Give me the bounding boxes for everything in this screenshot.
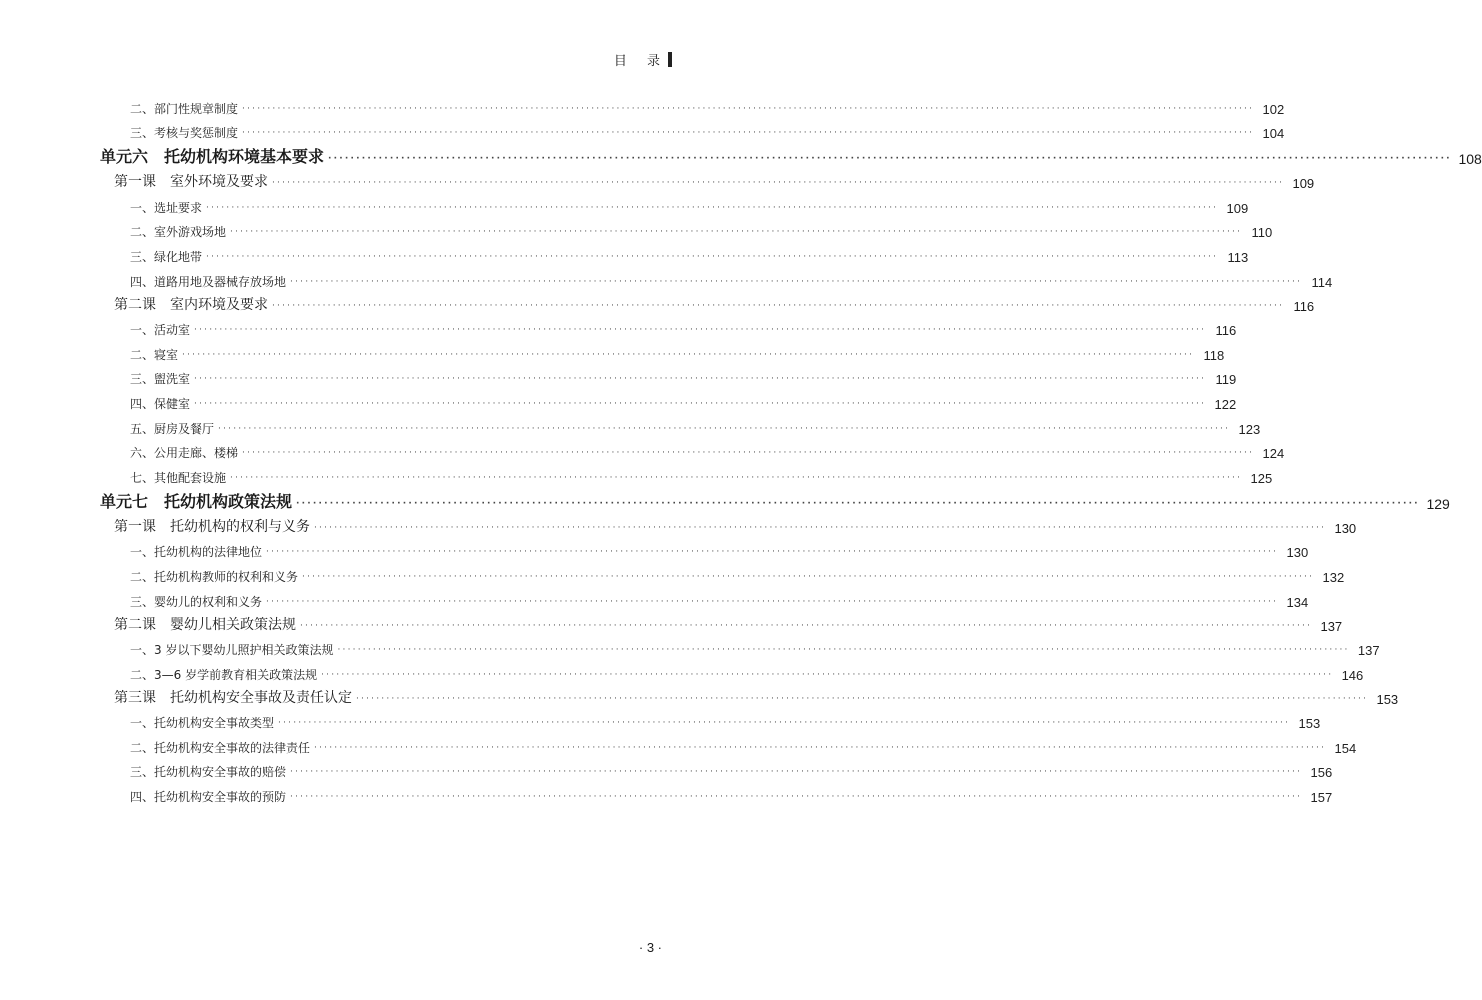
dot-leader: ········································································································································································································ — [314, 522, 1327, 533]
toc-entry-title: 三、托幼机构安全事故的赔偿 — [130, 765, 287, 780]
dot-leader: ········································································································································································································ — [230, 227, 1243, 238]
dot-leader: ········································································································································································································ — [242, 448, 1255, 459]
dot-leader: ········································································································································································································ — [194, 325, 1207, 336]
toc-entry-page: 130 — [1334, 520, 1357, 536]
toc-entry-title: 二、寝室 — [130, 347, 179, 362]
toc-entry-title: 第三课 托幼机构安全事故及责任认定 — [114, 689, 352, 706]
toc-entry-page: 110 — [1251, 225, 1273, 241]
toc-entry-title: 二、部门性规章制度 — [130, 101, 239, 116]
toc-entry-page: 123 — [1238, 421, 1261, 437]
dot-leader: ········································································································································································································ — [296, 498, 1420, 509]
toc-entry-title: 二、室外游戏场地 — [130, 225, 227, 240]
toc-entry-page: 132 — [1322, 569, 1345, 585]
toc-entry-item — [100, 265, 1333, 290]
toc-entry-lesson — [100, 167, 1315, 192]
toc-entry-item — [100, 731, 1357, 756]
toc-entry-title: 三、考核与奖惩制度 — [130, 126, 239, 141]
toc-entry-title: 二、3—6 岁学前教育相关政策法规 — [130, 667, 318, 682]
toc-entry-title: 四、托幼机构安全事故的预防 — [130, 790, 287, 805]
toc-entry-title: 一、选址要求 — [130, 200, 203, 215]
toc-entry-title: 一、托幼机构的法律地位 — [130, 545, 263, 560]
toc-entry-title: 三、盥洗室 — [130, 372, 191, 387]
toc-entry-item — [100, 92, 1285, 117]
toc-entry-page: 137 — [1320, 618, 1343, 634]
toc-entry-title: 六、公用走廊、楼梯 — [130, 446, 239, 461]
dot-leader: ········································································································································································································ — [206, 251, 1219, 262]
toc-entry-page: 119 — [1215, 372, 1237, 388]
dot-leader: ········································································································································································································ — [356, 693, 1369, 704]
toc-entry-unit — [100, 141, 1482, 168]
toc-entry-item — [100, 658, 1364, 683]
toc-entry-title: 一、活动室 — [130, 323, 191, 338]
dot-leader: ········································································································································································································ — [242, 128, 1255, 139]
toc-entry-title: 四、保健室 — [130, 396, 191, 411]
toc-entry-page: 114 — [1311, 274, 1333, 290]
dot-leader: ········································································································································································································ — [300, 620, 1313, 631]
toc-entry-item — [100, 437, 1285, 462]
toc-entry-page: 122 — [1214, 396, 1237, 412]
toc-entry-title: 二、托幼机构安全事故的法律责任 — [130, 740, 311, 755]
toc-entry-page: 137 — [1357, 643, 1380, 659]
dot-leader: ········································································································································································································ — [290, 276, 1303, 287]
toc-entry-page: 104 — [1262, 126, 1285, 142]
toc-entry-title: 七、其他配套设施 — [130, 470, 227, 485]
toc-entry-item — [100, 338, 1225, 363]
dot-leader: ········································································································································································································ — [328, 154, 1452, 165]
toc-entry-title: 二、托幼机构教师的权利和义务 — [130, 569, 299, 584]
toc-entry-page: 157 — [1310, 790, 1333, 806]
toc-entry-page: 113 — [1227, 249, 1249, 265]
toc-entry-page: 125 — [1250, 470, 1273, 486]
toc-entry-page: 116 — [1215, 323, 1237, 339]
dot-leader: ········································································································································································································ — [242, 103, 1255, 114]
dot-leader: ········································································································································································································ — [290, 767, 1303, 778]
toc-entry-item — [100, 536, 1309, 561]
toc-entry-title: 三、婴幼儿的权利和义务 — [130, 594, 263, 609]
toc-entry-page: 146 — [1341, 667, 1364, 683]
page-number: · 3 · — [638, 940, 662, 955]
toc-entry-title: 单元六 托幼机构环境基本要求 — [100, 147, 325, 167]
toc-entry-item — [100, 707, 1321, 732]
toc-entry-title: 单元七 托幼机构政策法规 — [100, 491, 293, 511]
dot-leader: ········································································································································································································ — [182, 349, 1195, 360]
toc-entry-page: 156 — [1310, 765, 1333, 781]
dot-leader: ········································································································································································································ — [321, 669, 1334, 680]
header-title: 目 录 — [613, 54, 668, 69]
toc-entry-page: 153 — [1376, 691, 1399, 707]
running-header — [614, 50, 672, 69]
dot-leader: ········································································································································································································ — [218, 423, 1231, 434]
toc-entry-item — [100, 585, 1309, 610]
dot-leader: ········································································································································································································ — [314, 742, 1327, 753]
toc-entry-item — [100, 117, 1285, 142]
toc-entry-item — [100, 412, 1261, 437]
toc-entry-page: 109 — [1292, 176, 1315, 192]
dot-leader: ········································································································································································································ — [194, 398, 1207, 409]
toc-entry-title: 第一课 室外环境及要求 — [114, 174, 268, 191]
toc-entry-lesson — [100, 290, 1315, 314]
toc-entry-lesson — [100, 610, 1343, 634]
toc-entry-title: 一、托幼机构安全事故类型 — [130, 716, 275, 731]
toc-entry-page: 108 — [1458, 151, 1482, 168]
toc-entry-title: 第一课 托幼机构的权利与义务 — [114, 518, 310, 535]
header-bar-mark — [668, 52, 672, 67]
toc-entry-page: 129 — [1426, 495, 1450, 512]
toc-entry-page: 116 — [1293, 298, 1315, 314]
dot-leader: ········································································································································································································ — [337, 645, 1350, 656]
toc-entry-item — [100, 240, 1249, 265]
toc-entry-page: 154 — [1334, 740, 1357, 756]
toc-entry-title: 第二课 婴幼儿相关政策法规 — [114, 616, 296, 633]
toc-entry-page: 109 — [1226, 200, 1249, 216]
toc-entry-page: 102 — [1262, 101, 1285, 117]
toc-entry-item — [100, 780, 1333, 806]
toc-entry-item — [100, 191, 1249, 216]
dot-leader: ········································································································································································································ — [272, 300, 1285, 311]
toc-entry-page: 124 — [1262, 446, 1285, 462]
toc-entry-item — [100, 314, 1237, 339]
toc-entry-title: 三、绿化地带 — [130, 249, 203, 264]
toc-entry-item — [100, 363, 1237, 388]
toc-entry-item — [100, 756, 1333, 781]
table-of-contents — [100, 92, 1482, 806]
toc-entry-page: 130 — [1286, 545, 1309, 561]
toc-entry-title: 五、厨房及餐厅 — [130, 421, 215, 436]
toc-entry-item — [100, 387, 1237, 412]
toc-entry-lesson — [100, 512, 1357, 536]
dot-leader: ········································································································································································································ — [302, 571, 1315, 582]
dot-leader: ········································································································································································································ — [290, 792, 1303, 803]
dot-leader: ········································································································································································································ — [230, 472, 1243, 483]
toc-entry-item — [100, 634, 1380, 659]
toc-entry-page: 153 — [1298, 716, 1321, 732]
toc-entry-page: 134 — [1286, 594, 1309, 610]
toc-entry-title: 第二课 室内环境及要求 — [114, 296, 268, 313]
toc-entry-item — [100, 461, 1273, 486]
toc-entry-item — [100, 216, 1273, 241]
dot-leader: ········································································································································································································ — [194, 374, 1207, 385]
toc-entry-page: 118 — [1203, 347, 1225, 363]
toc-entry-lesson — [100, 683, 1399, 707]
toc-entry-title: 四、道路用地及器械存放场地 — [130, 274, 287, 289]
dot-leader: ········································································································································································································ — [266, 596, 1279, 607]
toc-entry-unit — [100, 486, 1450, 512]
toc-entry-item — [100, 560, 1345, 585]
dot-leader: ········································································································································································································ — [272, 178, 1285, 189]
dot-leader: ········································································································································································································ — [266, 547, 1279, 558]
dot-leader: ········································································································································································································ — [206, 202, 1219, 213]
toc-entry-title: 一、3 岁以下婴幼儿照护相关政策法规 — [130, 643, 334, 658]
dot-leader: ········································································································································································································ — [278, 718, 1291, 729]
